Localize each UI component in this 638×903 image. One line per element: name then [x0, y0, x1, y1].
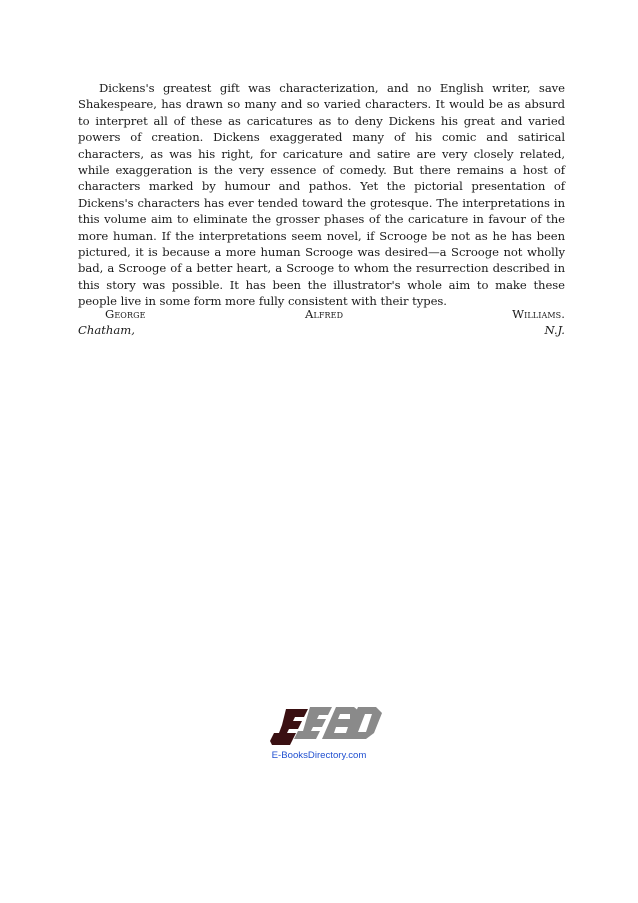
author-first-name: George: [105, 307, 146, 321]
paragraph-line: people live in some form more fully consistent with their types.: [78, 294, 447, 309]
author-last-name: Williams.: [512, 307, 565, 321]
preface-paragraph: [78, 80, 565, 309]
place-city: Chatham,: [78, 323, 135, 338]
ebd-logo-icon: [270, 703, 382, 747]
paragraph-line: characters, as was his right, for caricature and satire are very closely related,: [78, 146, 565, 161]
logo-e-block: [270, 709, 308, 745]
paragraph-line: bad, a Scrooge of a better heart, a Scrooge to whom the resurrection described in: [78, 261, 565, 276]
paragraph-line: more human. If the interpretations seem novel, if Scrooge be not as he has been: [78, 228, 565, 243]
place-state: N.J.: [544, 323, 565, 338]
paragraph-line: pictured, it is because a more human Scrooge was desired—a Scrooge not wholly: [78, 244, 565, 259]
paragraph-line: Dickens's greatest gift was characterization, and no English writer, save: [99, 81, 565, 95]
author-middle-name: Alfred: [305, 307, 344, 321]
signature-name-row: [78, 306, 565, 322]
paragraph-line: while exaggeration is the very essence of comedy. But there remains a host of: [78, 162, 565, 177]
signature-place-row: [78, 322, 565, 338]
ebooks-directory-link[interactable]: E-BooksDirectory.com: [271, 750, 367, 761]
paragraph-line: this volume aim to eliminate the grosser phases of the caricature in favour of the: [78, 212, 565, 227]
paragraph-line: to interpret all of these as caricatures as to deny Dickens his great and varied: [78, 113, 565, 128]
paragraph-line: Shakespeare, has drawn so many and so varied characters. It would be as absurd: [78, 97, 565, 112]
paragraph-line: powers of creation. Dickens exaggerated many of his comic and satirical: [78, 130, 565, 145]
paragraph-line: this story was possible. It has been the illustrator's whole aim to make these: [78, 277, 565, 292]
signature-block: [78, 306, 565, 339]
paragraph-line: characters marked by humour and pathos. Yet the pictorial presentation of: [78, 179, 565, 194]
paragraph-line: Dickens's characters has ever tended toward the grotesque. The interpretations in: [78, 195, 565, 210]
